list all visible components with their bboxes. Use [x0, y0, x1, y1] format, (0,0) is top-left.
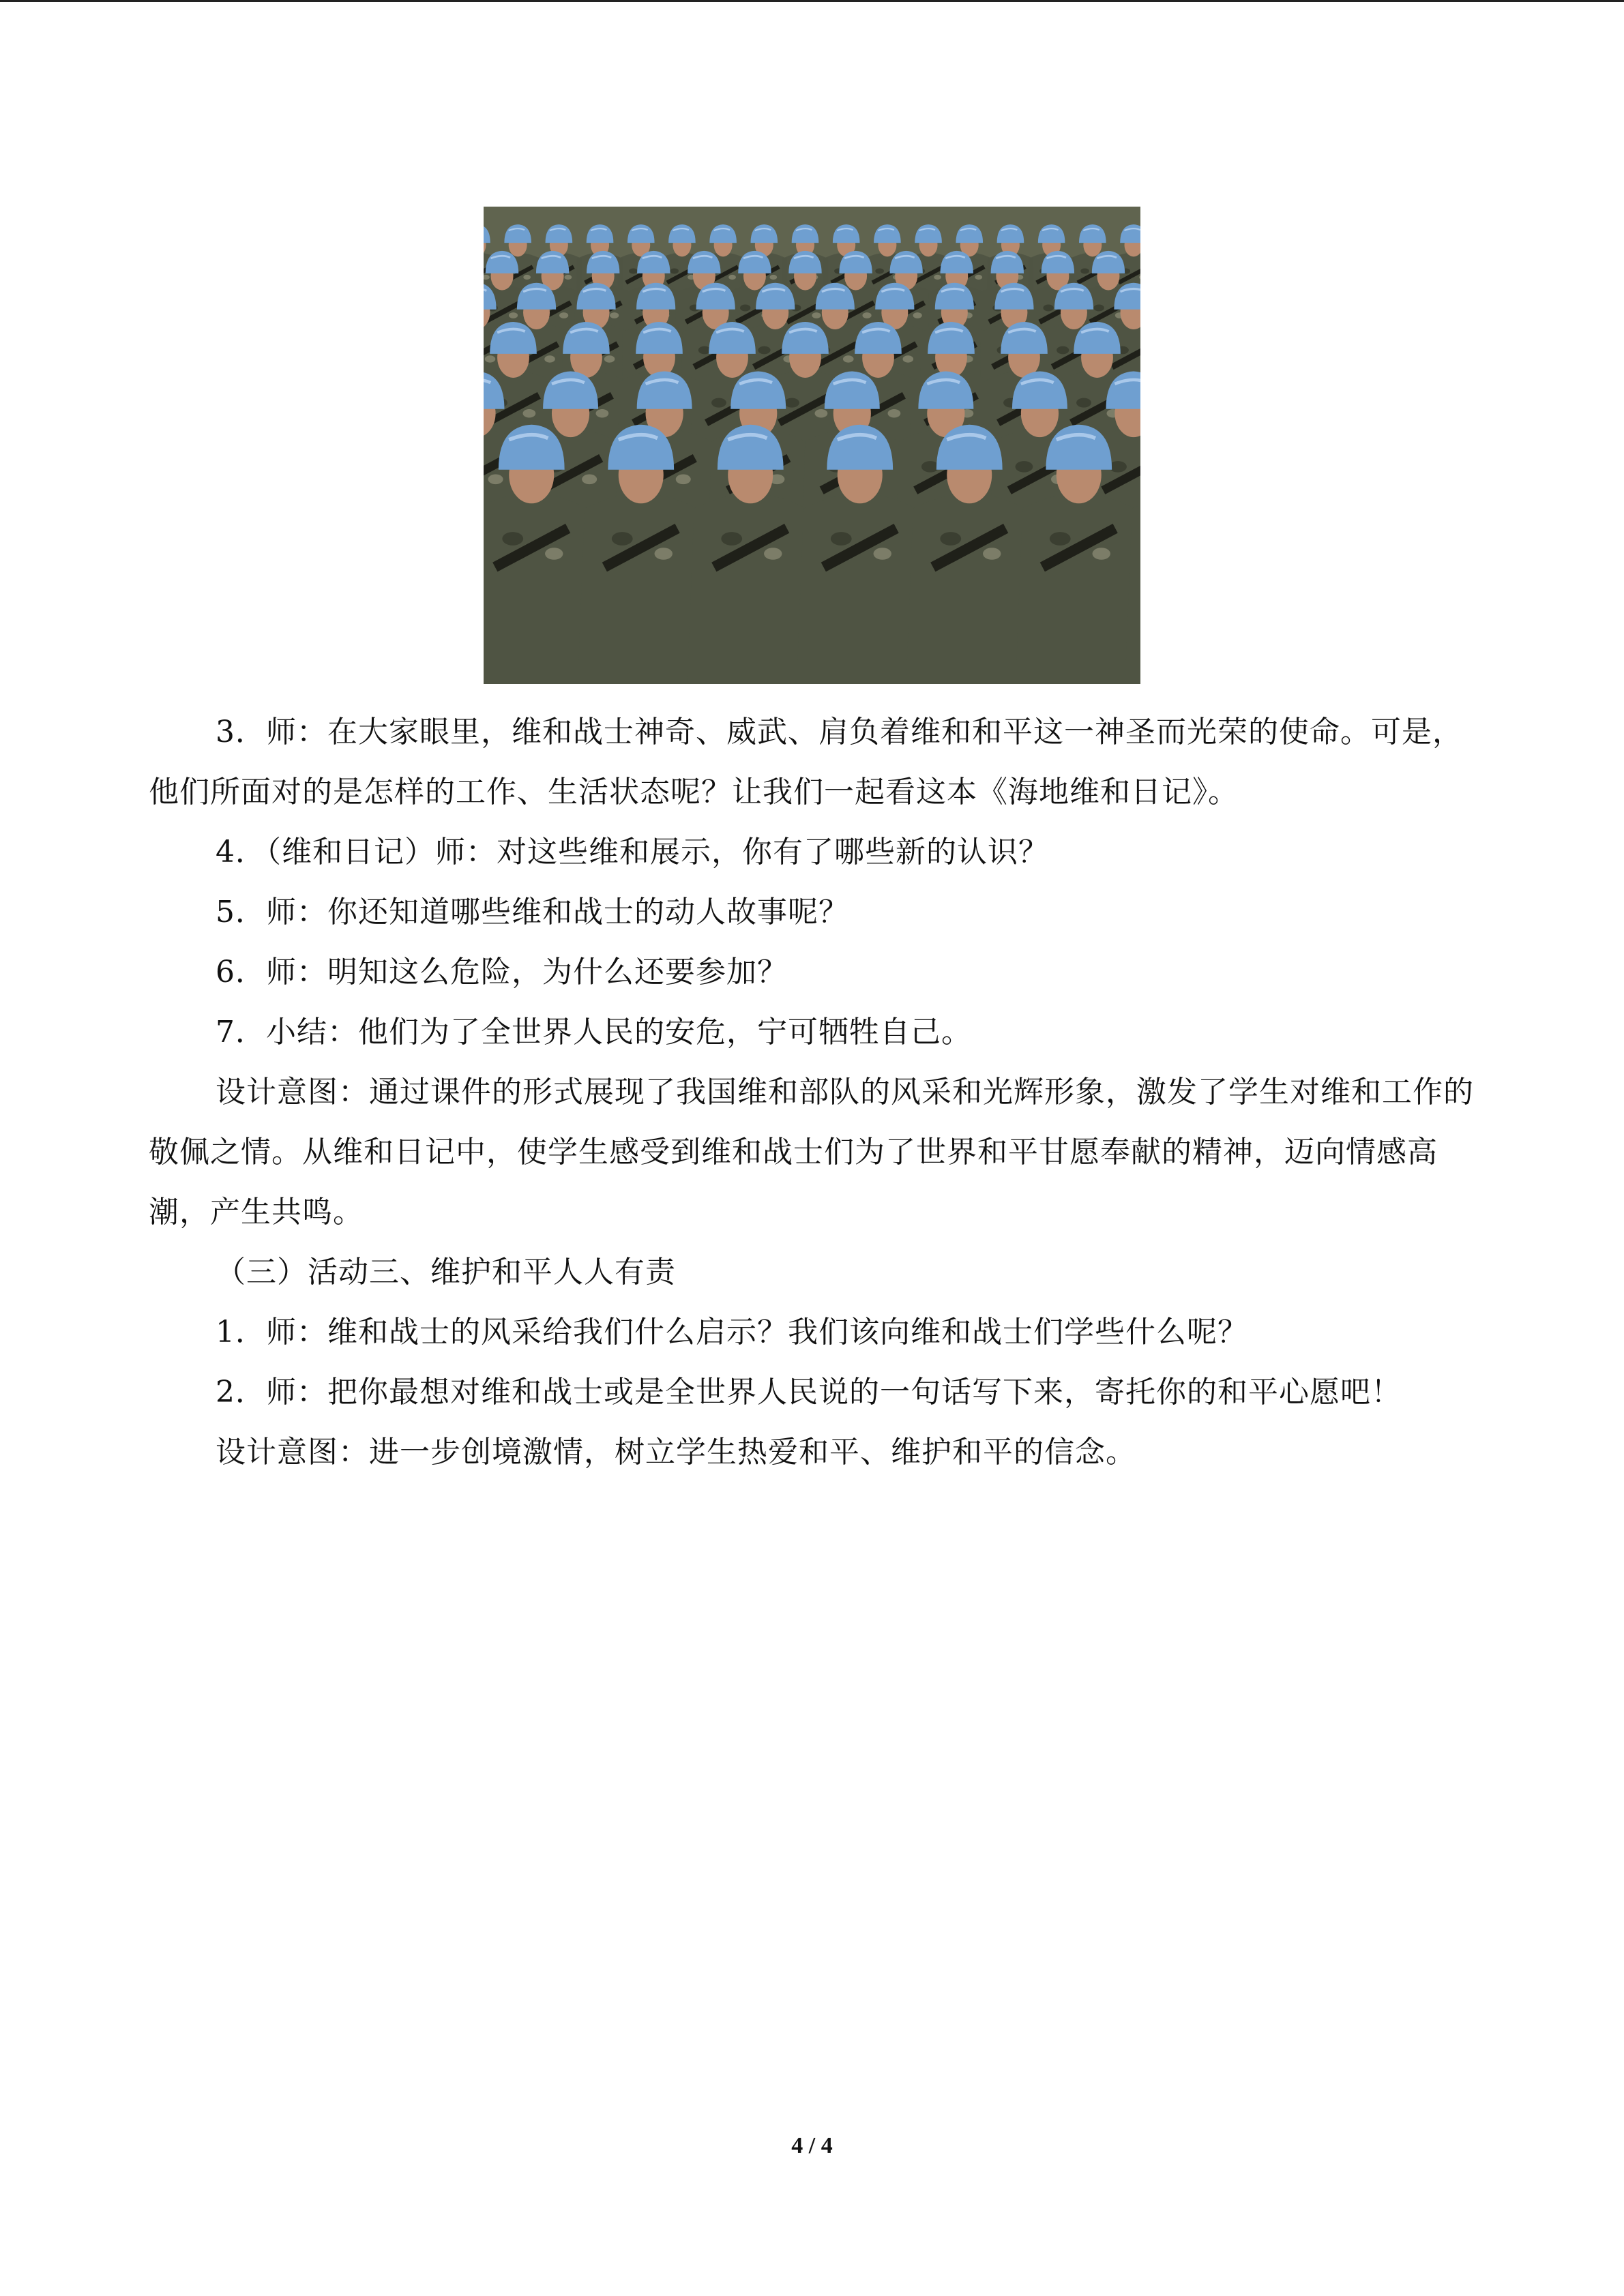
- page-top-border: [0, 0, 1624, 2]
- section-heading-activity-3: （三）活动三、维护和平人人有责: [216, 1255, 676, 1289]
- paragraph-step-6: 6．师：明知这么危险，为什么还要参加？: [216, 955, 788, 989]
- page-number: 4 / 4: [791, 2133, 833, 2158]
- peacekeepers-photo-icon: [484, 207, 1140, 684]
- document-body: [149, 702, 1475, 1482]
- paragraph-activity3-step-2: 2．师：把你最想对维和战士或是全世界人民说的一句话写下来，寄托你的和平心愿吧！: [216, 1375, 1402, 1410]
- paragraph-design-intent-2: 设计意图：通过课件的形式展现了我国维和部队的风采和光辉形象，激发了学生对维和工作的敬佩之情。从维和日记中，使学生感受到维和战士们为了世界和平甘愿奉献的精神，迈向情感高潮，产生共鸣。: [149, 1075, 1474, 1229]
- paragraph-step-4: 4．（维和日记）师：对这些维和展示，你有了哪些新的认识？: [216, 835, 1049, 869]
- paragraph-design-intent-3: 设计意图：进一步创境激情，树立学生热爱和平、维护和平的信念。: [216, 1435, 1136, 1470]
- paragraph-activity3-step-1: 1．师：维和战士的风采给我们什么启示？我们该向维和战士们学些什么呢？: [216, 1315, 1248, 1350]
- paragraph-step-5: 5．师：你还知道哪些维和战士的动人故事呢？: [216, 895, 849, 929]
- paragraph-summary: 7．小结：他们为了全世界人民的安危，宁可牺牲自己。: [216, 1015, 972, 1049]
- paragraph-step-3: 3．师：在大家眼里，维和战士神奇、威武、肩负着维和和平这一神圣而光荣的使命。可是，他们所面对的是怎样的工作、生活状态呢？让我们一起看这本《海地维和日记》。: [149, 715, 1463, 809]
- peacekeepers-photo: [484, 207, 1140, 684]
